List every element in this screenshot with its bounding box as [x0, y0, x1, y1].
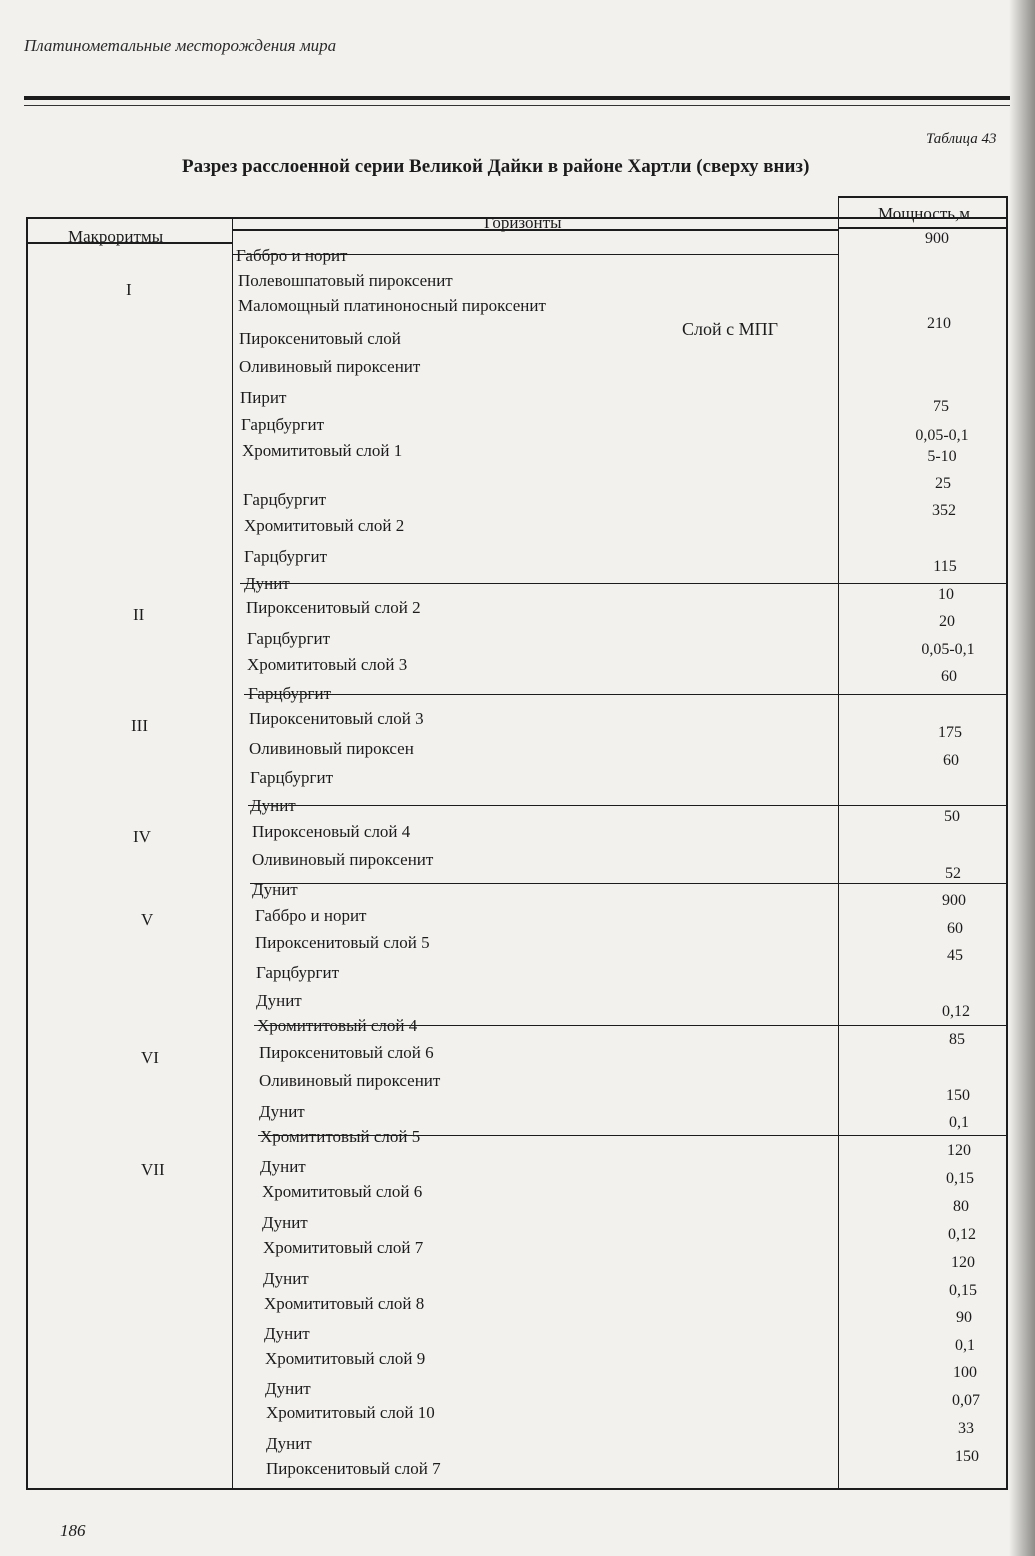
horizon-label: Гарцбургит	[244, 547, 328, 566]
thickness-value: 0,1	[949, 1114, 969, 1131]
thickness-value: 120	[951, 1254, 975, 1271]
macro-rhythm-label: II	[133, 605, 145, 624]
thickness-value: 45	[947, 947, 963, 964]
horizon-label: Пироксенитовый слой 3	[249, 709, 424, 728]
thickness-value: 25	[935, 475, 951, 492]
horizon-label: Хромититовый слой 9	[265, 1349, 426, 1368]
thickness-value: 0,07	[952, 1392, 980, 1409]
thickness-value: 150	[955, 1448, 979, 1465]
header-rule-thin	[24, 105, 1010, 106]
horizon-label: Оливиновый пироксенит	[239, 357, 421, 376]
thickness-value: 10	[938, 586, 954, 603]
thickness-value: 5-10	[927, 448, 957, 465]
header-top-border	[838, 196, 1008, 198]
macro-rhythm-label: VII	[141, 1160, 165, 1179]
horizon-label: Пироксенитовый слой 5	[255, 933, 430, 952]
horizon-label: Пироксеновый слой 4	[252, 822, 411, 841]
thickness-value: 0,12	[942, 1003, 970, 1020]
thickness-value: 0,15	[949, 1282, 977, 1299]
horizon-label: Дунит	[252, 880, 298, 899]
header-rule	[24, 96, 1010, 100]
page-number: 186	[60, 1521, 86, 1540]
horizon-label: Дунит	[260, 1157, 306, 1176]
macro-rhythm-label: VI	[141, 1048, 159, 1067]
horizon-label: Гарцбургит	[243, 490, 327, 509]
horizon-label: Хромититовый слой 2	[244, 516, 405, 535]
macro-rhythm-label: IV	[133, 827, 151, 846]
thickness-value: 60	[941, 668, 957, 685]
horizon-label: Дунит	[264, 1324, 310, 1343]
horizon-label: Гарцбургит	[256, 963, 340, 982]
header-right-border	[1006, 196, 1008, 219]
thickness-value: 0,05-0,1	[921, 641, 975, 658]
horizon-label: Дунит	[265, 1379, 311, 1398]
table-frame	[26, 217, 1008, 1490]
thickness-value: 900	[942, 892, 966, 909]
thickness-value: 900	[925, 230, 949, 247]
horizon-label: Хромититовый слой 6	[262, 1182, 423, 1201]
horizon-label: Хромититовый слой 3	[247, 655, 408, 674]
thickness-value: 175	[938, 724, 962, 741]
horizon-label: Дунит	[263, 1269, 309, 1288]
thickness-value: 100	[953, 1364, 977, 1381]
horizon-label: Хромититовый слой 8	[264, 1294, 425, 1313]
header-bottom-border	[838, 227, 1008, 229]
table-number: Таблица 43	[926, 131, 997, 147]
thickness-value: 115	[933, 558, 957, 575]
group-divider	[240, 583, 1008, 584]
thickness-value: 120	[947, 1142, 971, 1159]
thickness-value: 0,12	[948, 1226, 976, 1243]
thickness-value: 60	[947, 920, 963, 937]
macro-rhythm-label: I	[126, 280, 132, 299]
page-edge-shadow	[1009, 0, 1035, 1556]
horizon-label: Хромититовый слой 7	[263, 1238, 424, 1257]
macro-rhythm-label: III	[131, 716, 148, 735]
thickness-value: 0,05-0,1	[915, 427, 969, 444]
thickness-value: 75	[933, 398, 949, 415]
thickness-value: 150	[946, 1087, 970, 1104]
group-divider	[244, 694, 1008, 695]
horizon-label: Пироксенитовый слой 2	[246, 598, 421, 617]
group-divider	[250, 883, 1008, 884]
running-head: Платинометальные месторождения мира	[24, 36, 337, 55]
column-header-macro: Макроритмы	[68, 227, 164, 246]
horizon-label: Дунит	[250, 796, 296, 815]
thickness-value: 0,1	[955, 1337, 975, 1354]
thickness-value: 90	[956, 1309, 972, 1326]
horizon-label: Дунит	[266, 1434, 312, 1453]
thickness-value: 20	[939, 613, 955, 630]
column-header-horizons: Горизонты	[484, 213, 562, 232]
horizon-label: Дунит	[244, 574, 290, 593]
thickness-value: 85	[949, 1031, 965, 1048]
horizon-label: Дунит	[262, 1213, 308, 1232]
table-title: Разрез расслоенной серии Великой Дайки в районе Хартли (сверху вниз)	[182, 156, 810, 177]
horizon-label: Габбро и норит	[236, 246, 348, 265]
pgm-layer-note: Слой с МПГ	[682, 319, 779, 339]
macro-rhythm-label: V	[141, 910, 154, 929]
thickness-value: 52	[945, 865, 961, 882]
group-divider	[248, 805, 1008, 806]
horizon-label: Хромититовый слой 10	[266, 1403, 435, 1422]
thickness-value: 352	[932, 502, 956, 519]
thickness-value: 210	[927, 315, 951, 332]
thickness-value: 80	[953, 1198, 969, 1215]
horizon-label: Оливиновый пироксенит	[252, 850, 434, 869]
thickness-value: 0,15	[946, 1170, 974, 1187]
horizon-label: Гарцбургит	[241, 415, 325, 434]
horizon-label: Пироксенитовый слой 6	[259, 1043, 434, 1062]
horizon-label: Гарцбургит	[247, 629, 331, 648]
column-divider-1	[232, 217, 233, 1490]
horizon-label: Габбро и норит	[255, 906, 367, 925]
horizon-label: Гарцбургит	[250, 768, 334, 787]
horizon-label: Гарцбургит	[248, 684, 332, 703]
column-header-thickness: Мощность,м	[878, 204, 971, 223]
horizon-label: Маломощный платиноносный пироксенит	[238, 296, 546, 315]
thickness-value: 33	[958, 1420, 974, 1437]
horizon-label: Пироксенитовый слой 7	[266, 1459, 441, 1478]
horizon-label: Полевошпатовый пироксенит	[238, 271, 453, 290]
horizon-label: Пирит	[240, 388, 287, 407]
horizon-label: Пироксенитовый слой	[239, 329, 401, 348]
column-divider-2	[838, 196, 839, 1490]
horizon-label: Оливиновый пироксенит	[259, 1071, 441, 1090]
horizon-label: Хромититовый слой 1	[242, 441, 403, 460]
horizon-label: Хромититовый слой 5	[260, 1127, 421, 1146]
horizon-label: Оливиновый пироксен	[249, 739, 414, 758]
thickness-value: 50	[944, 808, 960, 825]
thickness-value: 60	[943, 752, 959, 769]
horizon-label: Дунит	[256, 991, 302, 1010]
horizon-label: Хромититовый слой 4	[257, 1016, 418, 1035]
horizon-label: Дунит	[259, 1102, 305, 1121]
